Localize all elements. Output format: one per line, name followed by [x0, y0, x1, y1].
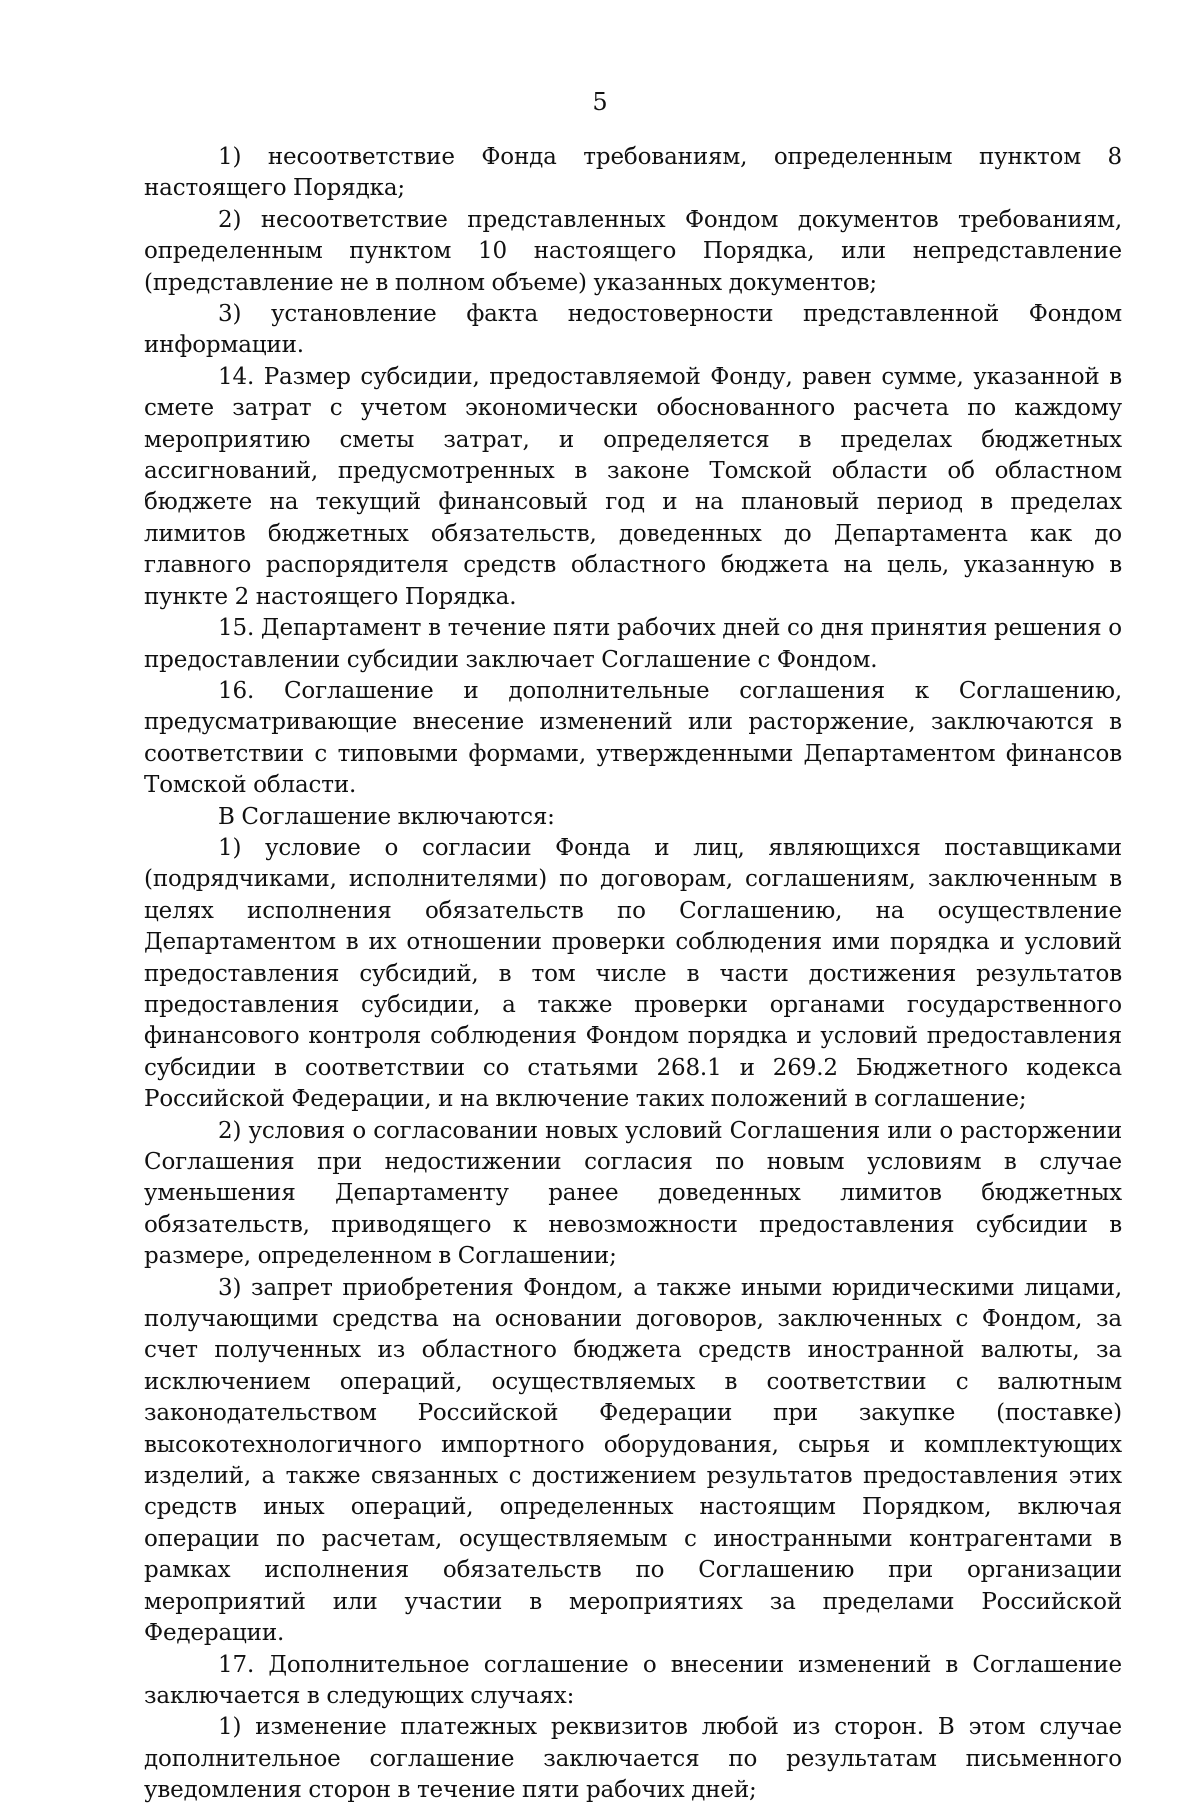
- paragraph: 1) условие о согласии Фонда и лиц, являющихся поставщиками (подрядчиками, исполнителями) по договорам, соглашениям, заключенным в целях исполнения обязательств по Соглашению, на осуществление Департаментом в их отношении проверки соблюдения ими порядка и условий предоставления субсидий, в том числе в части достижения результатов предоставления субсидии, а также проверки органами государственного финансового контроля соблюдения Фондом порядка и условий предоставления субсидии в соответствии со статьями 268.1 и 269.2 Бюджетного кодекса Российской Федерации, и на включение таких положений в соглашение;: [144, 834, 1122, 1113]
- paragraph: 17. Дополнительное соглашение о внесении изменений в Соглашение заключается в следующих случаях:: [144, 1651, 1122, 1709]
- paragraph: 16. Соглашение и дополнительные соглашения к Соглашению, предусматривающие внесение изменений или расторжение, заключаются в соответствии с типовыми формами, утвержденными Департаментом финансов Томской области.: [144, 677, 1122, 799]
- paragraph: 1) изменение платежных реквизитов любой из сторон. В этом случае дополнительное соглашение заключается по результатам письменного уведомления сторон в течение пяти рабочих дней;: [144, 1714, 1122, 1804]
- paragraph: 3) запрет приобретения Фондом, а также иными юридическими лицами, получающими средства на основании договоров, заключенных с Фондом, за счет полученных из областного бюджета средств иностранной валюты, за исключением операций, осуществляемых в соответствии с валютным законодательством Российской Федерации при закупке (поставке) высокотехнологичного импортного оборудования, сырья и комплектующих изделий, а также связанных с достижением результатов предоставления этих средств иных операций, определенных настоящим Порядком, включая операции по расчетам, осуществляемым с иностранными контрагентами в рамках исполнения обязательств по Соглашению при организации мероприятий или участии в мероприятиях за пределами Российской Федерации.: [144, 1274, 1122, 1647]
- paragraph: 2) несоответствие представленных Фондом документов требованиям, определенным пунктом 10 настоящего Порядка, или непредставление (представление не в полном объеме) указанных документов;: [144, 206, 1122, 296]
- paragraph: 3) установление факта недостоверности представленной Фондом информации.: [144, 301, 1122, 359]
- paragraph: 15. Департамент в течение пяти рабочих дней со дня принятия решения о предоставлении субсидии заключает Соглашение с Фондом.: [144, 615, 1122, 673]
- paragraph: 2) условия о согласовании новых условий Соглашения или о расторжении Соглашения при недостижении согласия по новым условиям в случае уменьшения Департаменту ранее доведенных лимитов бюджетных обязательств, приводящего к невозможности предоставления субсидии в размере, определенном в Соглашении;: [144, 1117, 1122, 1270]
- document-body: [144, 142, 1122, 1807]
- paragraph: 14. Размер субсидии, предоставляемой Фонду, равен сумме, указанной в смете затрат с учетом экономически обоснованного расчета по каждому мероприятию сметы затрат, и определяется в пределах бюджетных ассигнований, предусмотренных в законе Томской области об областном бюджете на текущий финансовый год и на плановый период в пределах лимитов бюджетных обязательств, доведенных до Департамента как до главного распорядителя средств областного бюджета на цель, указанную в пункте 2 настоящего Порядка.: [144, 363, 1122, 610]
- paragraph: 1) несоответствие Фонда требованиям, определенным пунктом 8 настоящего Порядка;: [144, 144, 1122, 202]
- page-number: 5: [592, 88, 608, 116]
- paragraph: В Соглашение включаются:: [218, 803, 555, 830]
